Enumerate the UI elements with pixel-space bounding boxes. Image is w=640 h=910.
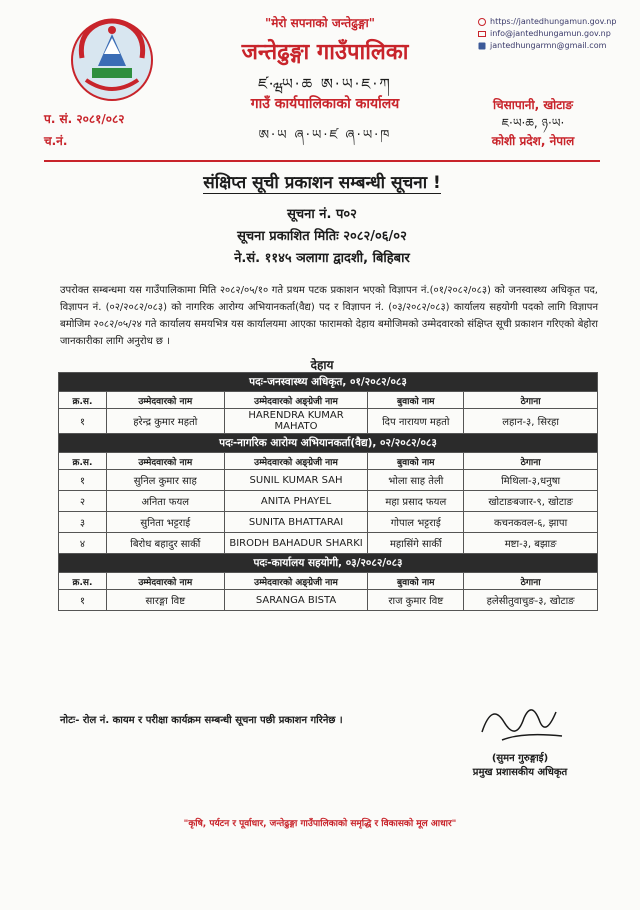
column-header-english-name: उम्मेदवारको अङ्ग्रेजी नाम [224,573,368,590]
cell-address: खोटाङबजार-९, खोटाङ [464,491,598,512]
cell-sn: ३ [59,512,107,533]
section-header [59,434,598,453]
note: नोटः- रोल नं. कायम र परीक्षा कार्यक्रम सम्बन्धी सूचना पछी प्रकाशन गरिनेछ । [60,715,343,726]
section-title: पदः-जनस्वास्थ्य अधिकृत, ०१/२०८२/०८३ [59,373,598,392]
column-header-address: ठेगाना [464,573,598,590]
column-header-row [59,573,598,590]
table-row [59,491,598,512]
office-name-script: ཛ·ྺ·ཡ·ཆ ཨ·ཡ·ཇ·ཀ [258,75,392,93]
reference-block [44,108,124,152]
notice-meta [44,204,600,270]
signatory [440,752,600,780]
cell-sn: २ [59,491,107,512]
nepal-emblem-icon [68,14,156,102]
cell-father: राज कुमार विष्ट [368,590,464,611]
column-header-address: ठेगाना [464,392,598,409]
cell-name: सुनिता भट्टराई [106,512,224,533]
cell-address: मिथिला-३,धनुषा [464,470,598,491]
address-block [468,96,598,150]
signature [452,692,592,752]
social-icon [478,42,486,50]
cell-address: हलेसीतुवाचुङ-३, खोटाङ [464,590,598,611]
cell-father: गोपाल भट्टराई [368,512,464,533]
section-title: पदः-नागरिक आरोग्य अभियानकर्ता(वैद्य), ०२/२०८२/०८३ [59,434,598,453]
column-header-father: बुवाको नाम [368,573,464,590]
email-icon [478,30,486,38]
office-name: जन्तेढुङ्गा गाउँपालिका [241,40,409,65]
section-header [59,373,598,392]
signatory-name: (सुमन गुरुङ्गाई) [491,753,549,764]
section-header [59,554,598,573]
column-header-sn: क्र.स. [59,453,107,470]
footer-slogan: "कृषि, पर्यटन र पूर्वाधार, जन्तेढुङ्गा गाउँपालिकाको समृद्धि र विकासको मूल आधार" [183,819,457,829]
cell-father: दिप नारायण महतो [368,409,464,434]
cell-sn: १ [59,470,107,491]
cell-name: सुनिल कुमार साह [106,470,224,491]
column-header-english-name: उम्मेदवारको अङ्ग्रेजी नाम [224,453,368,470]
cell-english-name: BIRODH BAHADUR SHARKI [224,533,368,554]
cell-sn: १ [59,409,107,434]
cell-father: महा प्रसाद फयल [368,491,464,512]
column-header-name: उम्मेदवारको नाम [106,392,224,409]
header-divider [44,160,600,162]
address-line2: कोशी प्रदेश, नेपाल [491,134,575,148]
cell-address: लहान-३, सिरहा [464,409,598,434]
column-header-father: बुवाको नाम [368,392,464,409]
signatory-designation: प्रमुख प्रशासकीय अधिकृत [472,767,568,778]
reference-number: प. सं. २०८१/०८२ [44,112,125,126]
office-subtitle: गाउँ कार्यपालिकाको कार्यालय [250,96,400,112]
notice-title: संक्षिप्त सूची प्रकाशन सम्बन्धी सूचना ! [203,173,441,193]
contact-email[interactable]: info@jantedhungamun.gov.np [478,28,638,40]
cell-name: हरेन्द्र कुमार महतो [106,409,224,434]
contact-website[interactable]: https://jantedhungamun.gov.np [478,16,638,28]
contact-social[interactable]: jantedhungarmn@gmail.com [478,40,638,52]
column-header-name: उम्मेदवारको नाम [106,453,224,470]
column-header-row [59,392,598,409]
contact-block [478,16,638,52]
candidate-table [58,372,598,611]
cell-father: महासिंगे सार्की [368,533,464,554]
dispatch-number: च.नं. [44,134,68,148]
cell-address: कचनकवल-६, झापा [464,512,598,533]
column-header-sn: क्र.स. [59,573,107,590]
address-line1-script: ཇ·ཡ·ཆ, ཉ·ཡ· [501,116,565,130]
cell-name: अनिता फयल [106,491,224,512]
column-header-english-name: उम्मेदवारको अङ्ग्रेजी नाम [224,392,368,409]
office-subtitle-script: ཨ·ཡ ཞ·ཡ·ཛ ཞ·ཡ·ཁ [258,128,392,143]
cell-name: सारङ्गा विष्ट [106,590,224,611]
column-header-sn: क्र.स. [59,392,107,409]
cell-father: भोला साह तेली [368,470,464,491]
cell-english-name: ANITA PHAYEL [224,491,368,512]
cell-sn: ४ [59,533,107,554]
slogan: "मेरो सपनाको जन्तेढुङ्गा" [265,16,375,30]
cell-english-name: SUNIL KUMAR SAH [224,470,368,491]
table-row [59,470,598,491]
cell-name: बिरोध बहादुर सार्की [106,533,224,554]
notice-body: उपरोक्त सम्बन्धमा यस गाउँपालिकामा मिति २०८२/०५/१० गते प्रथम पटक प्रकाशन भएको विज्ञापन नं.(०१/२०८२/०८३) को जनस्वास्थ्य अधिकृत पद, विज्ञापन नं. (०२/२०८२/०८३) को नागरिक आरोग्य अभियानकर्ता(वैद्य) पद र विज्ञापन नं. (०३/२०८२/०८३) कार्यालय सहयोगी पदको लागि विज्ञापन बमोजिम २०८२/०५/२४ गते कार्यालय समयभित्र यस कार्यालयमा आएका फारामको देहाय बमोजिमको उम्मेदवारको संक्षिप्त सूची प्रकाशन गरिएको बेहोरा जानकारीका लागि अनुरोध छ । [60,285,598,347]
cell-address: मष्टा-३, बझाङ [464,533,598,554]
dehaya-heading: देहाय [310,358,334,372]
table-row [59,409,598,434]
column-header-father: बुवाको नाम [368,453,464,470]
column-header-address: ठेगाना [464,453,598,470]
cell-sn: १ [59,590,107,611]
column-header-name: उम्मेदवारको नाम [106,573,224,590]
notice-number: सूचना नं. प०२ [287,207,357,222]
cell-english-name: SUNITA BHATTARAI [224,512,368,533]
column-header-row [59,453,598,470]
cell-english-name: HARENDRA KUMAR MAHATO [224,409,368,434]
table-row [59,512,598,533]
address-line1: चिसापानी, खोटाङ [492,98,574,112]
cell-english-name: SARANGA BISTA [224,590,368,611]
nepal-samvat-date: ने.सं. ११४५ ञलागा द्वादशी, बिहिबार [234,251,410,266]
table-row [59,533,598,554]
table-row [59,590,598,611]
website-icon [478,18,486,26]
section-title: पदः-कार्यालय सहयोगी, ०३/२०८२/०८३ [59,554,598,573]
published-date: सूचना प्रकाशित मितिः २०८२/०६/०२ [237,229,407,244]
